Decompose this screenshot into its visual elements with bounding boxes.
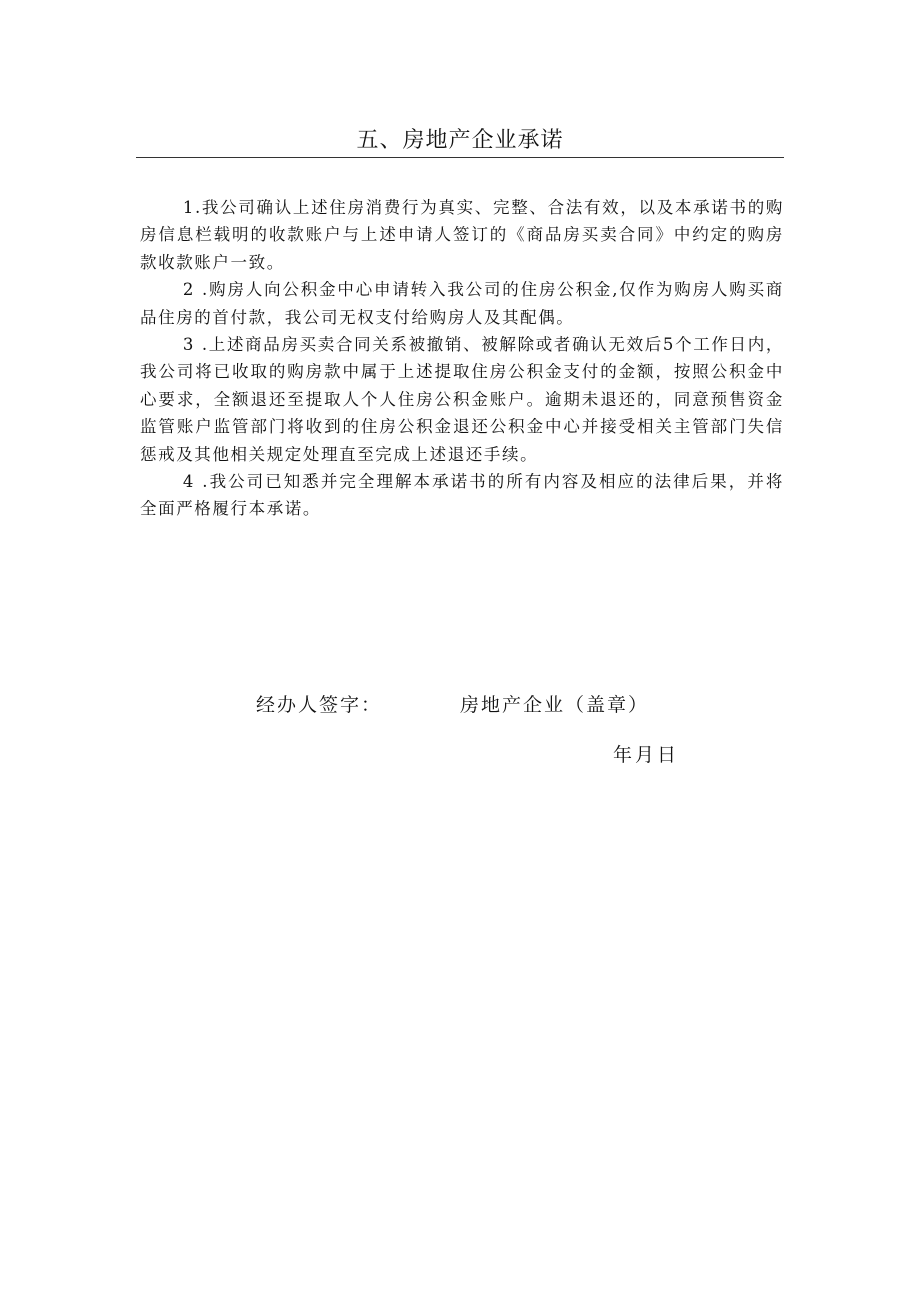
paragraph-text: 4 .我公司已知悉并完全理解本承诺书的所有内容及相应的法律后果，并将全面严格履行本承诺。 bbox=[140, 472, 784, 519]
page-title: 五、房地产企业承诺 bbox=[356, 128, 564, 153]
date-label: 年月日 bbox=[613, 744, 680, 766]
commitment-paragraph-3 bbox=[140, 331, 784, 468]
company-seal-label: 房地产企业（盖章） bbox=[460, 694, 650, 716]
commitment-paragraph-1 bbox=[140, 194, 784, 276]
commitment-paragraph-2 bbox=[140, 276, 784, 331]
paragraph-text: 3 .上述商品房买卖合同关系被撤销、被解除或者确认无效后5个工作日内，我公司将已收取的购房款中属于上述提取住房公积金支付的金额，按照公积金中心要求，全额退还至提取人个人住房公积金账户。逾期未退还的，同意预售资金监管账户监管部门将收到的住房公积金退还公积金中心并接受相关主管部门失信惩戒及其他相关规定处理直至完成上述退还手续。 bbox=[140, 335, 784, 464]
paragraph-text: 1.我公司确认上述住房消费行为真实、完整、合法有效，以及本承诺书的购房信息栏载明的收款账户与上述申请人签订的《商品房买卖合同》中约定的购房款收款账户一致。 bbox=[140, 198, 784, 272]
commitment-body bbox=[140, 194, 784, 523]
commitment-paragraph-4 bbox=[140, 468, 784, 523]
paragraph-text: 2 .购房人向公积金中心申请转入我公司的住房公积金,仅作为购房人购买商品住房的首付款，我公司无权支付给购房人及其配偶。 bbox=[140, 280, 784, 327]
handler-signature-label: 经办人签字： bbox=[256, 694, 383, 716]
title-divider bbox=[136, 157, 784, 158]
